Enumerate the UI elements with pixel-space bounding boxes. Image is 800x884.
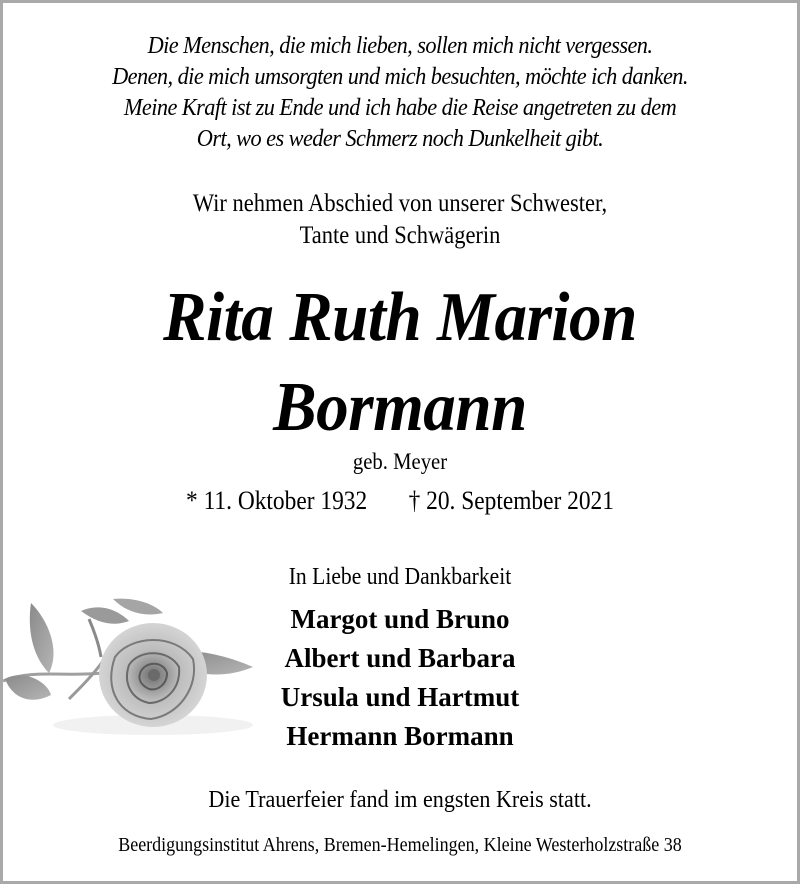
mourners-heading: In Liebe und Dankbarkeit [288,564,512,590]
intro-line: Tante und Schwägerin [299,222,501,249]
birth-date: * 11. Oktober 1932 [186,486,368,515]
verse-line: Meine Kraft ist zu Ende und ich habe die Reise angetreten zu dem [123,95,677,121]
mourner-name: Margot und Bruno [290,604,510,634]
maiden-name: geb. Meyer [352,449,448,474]
life-dates [43,486,758,516]
deceased-name-last: Bormann [273,369,527,446]
intro-line: Wir nehmen Abschied von unserer Schwester, [192,190,608,217]
mourner-name: Albert und Barbara [284,643,516,673]
deceased-name-first: Rita Ruth Marion [163,279,637,356]
verse-line: Ort, wo es weder Schmerz noch Dunkelheit gibt. [196,126,604,152]
verse-line: Die Menschen, die mich lieben, sollen mich nicht vergessen. [147,33,653,59]
rose-icon [3,595,255,743]
undertaker-info: Beerdigungsinstitut Ahrens, Bremen-Hemelingen, Kleine Westerholzstraße 38 [118,834,682,856]
verse-line: Denen, die mich umsorgten und mich besuchten, möchte ich danken. [112,64,688,90]
death-date: † 20. September 2021 [408,486,614,515]
mourner-name: Ursula und Hartmut [280,682,520,712]
mourner-name: Hermann Bormann [286,721,514,751]
ceremony-note: Die Trauerfeier fand im engsten Kreis statt. [208,787,592,813]
